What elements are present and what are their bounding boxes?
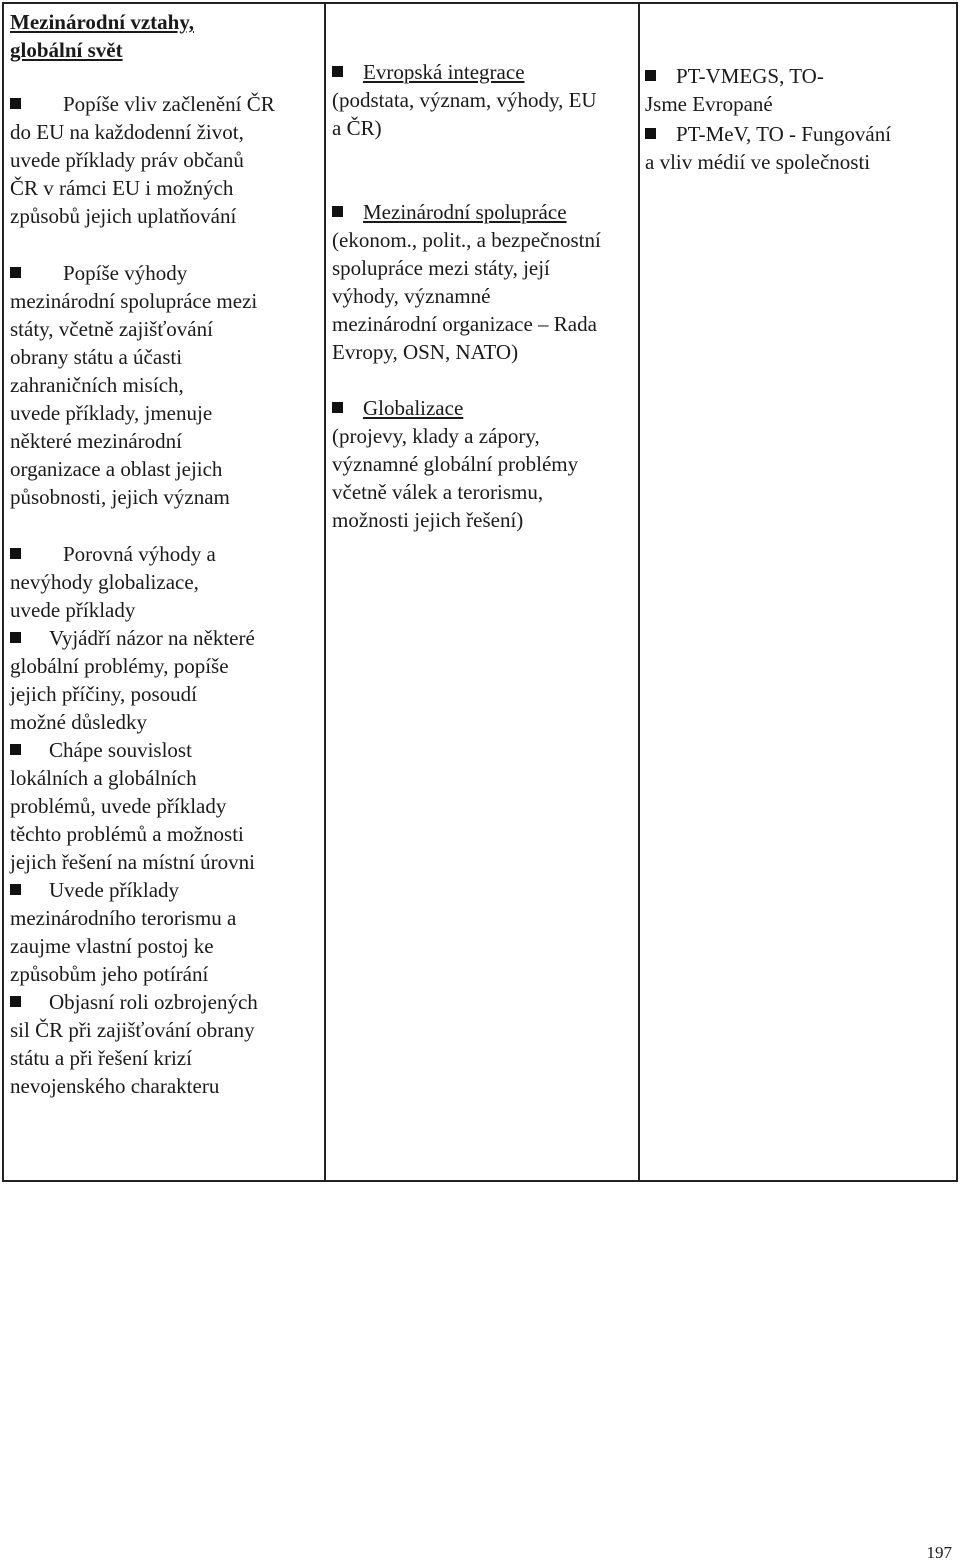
item-text: mezinárodní spolupráce mezi (10, 289, 258, 313)
item-text: způsobů jejich uplatňování (10, 204, 237, 228)
item-text: některé mezinárodní (10, 429, 182, 453)
item-text: organizace a oblast jejich (10, 457, 223, 481)
item-text: zahraničních misích, (10, 373, 184, 397)
item-text: nevýhody globalizace, (10, 570, 199, 594)
item-text: zaujme vlastní postoj ke (10, 934, 214, 958)
square-bullet-icon (332, 66, 343, 77)
item-text: Porovná výhody a (63, 542, 216, 566)
topic-text: významné globální problémy (332, 452, 579, 476)
item-text: jejich řešení na místní úrovni (10, 850, 255, 874)
topic-title: Globalizace (363, 396, 464, 420)
crosscutting-item (645, 62, 955, 118)
outcome-item (10, 259, 316, 511)
item-text: ČR v rámci EU i možných (10, 176, 234, 200)
item-text: nevojenského charakteru (10, 1074, 220, 1098)
heading-line: globální svět (10, 38, 123, 62)
item-text: působnosti, jejich význam (10, 485, 230, 509)
item-text: lokálních a globálních (10, 766, 197, 790)
topic-item (332, 394, 637, 534)
curriculum-table (2, 2, 958, 1182)
topic-text: včetně válek a terorismu, (332, 480, 544, 504)
item-text: Objasní roli ozbrojených (49, 990, 258, 1014)
outcome-item (10, 736, 316, 876)
topic-text: výhody, významné (332, 284, 491, 308)
item-text: uvede příklady práv občanů (10, 148, 244, 172)
item-text: mezinárodního terorismu a (10, 906, 237, 930)
square-bullet-icon (10, 267, 21, 278)
item-text: uvede příklady, jmenuje (10, 401, 213, 425)
topic-text: možnosti jejich řešení) (332, 508, 524, 532)
crosscutting-item (645, 120, 955, 176)
outcome-item (10, 540, 316, 624)
item-text: státu a při řešení krizí (10, 1046, 192, 1070)
topics-column (326, 4, 640, 1180)
outcome-item (10, 624, 316, 736)
item-text: Chápe souvislost (49, 738, 192, 762)
square-bullet-icon (10, 996, 21, 1007)
item-text: Jsme Evropané (645, 92, 773, 116)
outcome-item (10, 988, 316, 1100)
square-bullet-icon (332, 402, 343, 413)
outcome-item (10, 876, 316, 988)
item-text: státy, včetně zajišťování (10, 317, 213, 341)
item-text: PT-VMEGS, TO- (676, 64, 824, 88)
square-bullet-icon (332, 206, 343, 217)
topic-title: Evropská integrace (363, 60, 525, 84)
square-bullet-icon (10, 98, 21, 109)
square-bullet-icon (10, 548, 21, 559)
item-text: možné důsledky (10, 710, 148, 734)
heading-line: Mezinárodní vztahy, (10, 10, 194, 34)
square-bullet-icon (10, 744, 21, 755)
topic-item (332, 198, 637, 366)
topic-item (332, 58, 637, 142)
item-text: jejich příčiny, posoudí (10, 682, 198, 706)
topic-text: (ekonom., polit., a bezpečnostní (332, 228, 601, 252)
topic-text: (projevy, klady a zápory, (332, 424, 540, 448)
topic-title: Mezinárodní spolupráce (363, 200, 567, 224)
square-bullet-icon (10, 884, 21, 895)
square-bullet-icon (645, 128, 656, 139)
item-text: Uvede příklady (49, 878, 180, 902)
item-text: PT-MeV, TO - Fungování (676, 122, 892, 146)
topic-text: a ČR) (332, 116, 382, 140)
topic-text: Evropy, OSN, NATO) (332, 340, 519, 364)
outcomes-column (4, 4, 326, 1180)
item-text: těchto problémů a možnosti (10, 822, 244, 846)
item-text: Popíše vliv začlenění ČR (63, 92, 275, 116)
outcome-item (10, 90, 316, 230)
square-bullet-icon (645, 70, 656, 81)
page-number: 197 (926, 1543, 952, 1562)
square-bullet-icon (10, 632, 21, 643)
section-heading (10, 8, 320, 64)
item-text: Vyjádří názor na některé (49, 626, 255, 650)
item-text: obrany státu a účasti (10, 345, 183, 369)
topic-text: (podstata, význam, výhody, EU (332, 88, 597, 112)
item-text: problémů, uvede příklady (10, 794, 227, 818)
item-text: Popíše výhody (63, 261, 188, 285)
item-text: globální problémy, popíše (10, 654, 229, 678)
item-text: sil ČR při zajišťování obrany (10, 1018, 255, 1042)
topic-text: mezinárodní organizace – Rada (332, 312, 597, 336)
item-text: uvede příklady (10, 598, 136, 622)
item-text: způsobům jeho potírání (10, 962, 209, 986)
crosscutting-column (640, 4, 956, 1180)
topic-text: spolupráce mezi státy, její (332, 256, 550, 280)
item-text: a vliv médií ve společnosti (645, 150, 871, 174)
item-text: do EU na každodenní život, (10, 120, 244, 144)
